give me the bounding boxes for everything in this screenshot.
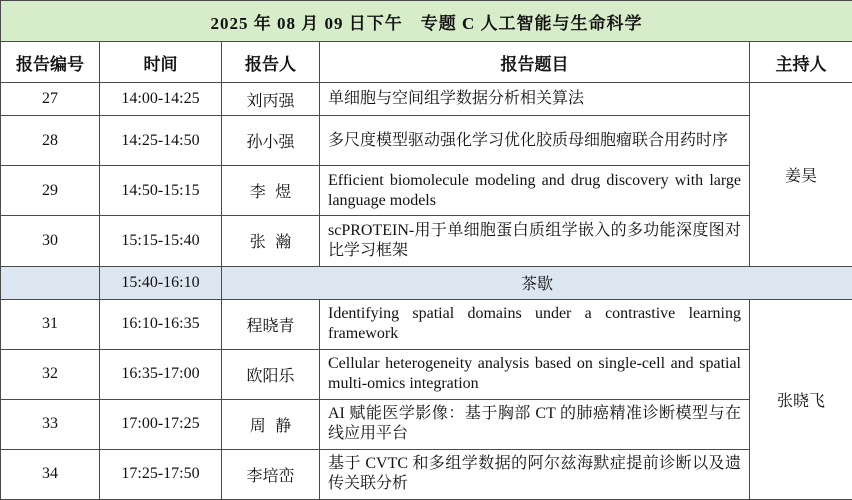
title-row [1,1,852,42]
report-time: 14:50-15:15 [100,166,222,216]
report-topic: Cellular heterogeneity analysis based on single-cell and spatial multi-omics integration [320,349,750,399]
speaker-name: 孙小强 [222,116,320,166]
report-topic: 基于 CVTC 和多组学数据的阿尔兹海默症提前诊断以及遗传关联分析 [320,449,750,499]
break-label: 茶歇 [222,266,852,299]
report-time: 16:35-17:00 [100,349,222,399]
speaker-name: 刘丙强 [222,83,320,116]
break-number [1,266,100,299]
speaker-name: 欧阳乐 [222,349,320,399]
report-number: 33 [1,399,100,449]
report-topic: scPROTEIN-用于单细胞蛋白质组学嵌入的多功能深度图对比学习框架 [320,216,750,266]
table-row [1,449,852,499]
report-topic: 多尺度模型驱动强化学习优化胶质母细胞瘤联合用药时序 [320,116,750,166]
header-num: 报告编号 [1,42,100,83]
break-row [1,266,852,299]
table-row [1,349,852,399]
report-number: 34 [1,449,100,499]
header-row [1,42,852,83]
speaker-name: 李培峦 [222,449,320,499]
report-time: 14:00-14:25 [100,83,222,116]
report-time: 16:10-16:35 [100,299,222,349]
report-topic: Identifying spatial domains under a contrastive learning framework [320,299,750,349]
report-number: 32 [1,349,100,399]
report-time: 14:25-14:50 [100,116,222,166]
table-row [1,216,852,266]
break-time: 15:40-16:10 [100,266,222,299]
speaker-name: 张瀚 [222,216,320,266]
report-topic: 单细胞与空间组学数据分析相关算法 [320,83,750,116]
report-topic: AI 赋能医学影像：基于胸部 CT 的肺癌精准诊断模型与在线应用平台 [320,399,750,449]
report-topic: Efficient biomolecule modeling and drug discovery with large language models [320,166,750,216]
report-number: 30 [1,216,100,266]
table-row [1,83,852,116]
report-time: 17:00-17:25 [100,399,222,449]
host-name: 张晓飞 [750,299,852,499]
speaker-name: 李煜 [222,166,320,216]
report-number: 27 [1,83,100,116]
page-title: 2025 年 08 月 09 日下午 专题 C 人工智能与生命科学 [1,1,852,42]
report-number: 29 [1,166,100,216]
header-speaker: 报告人 [222,42,320,83]
table-row [1,399,852,449]
table-row [1,299,852,349]
report-time: 15:15-15:40 [100,216,222,266]
table-row [1,116,852,166]
table-row [1,166,852,216]
header-time: 时间 [100,42,222,83]
report-time: 17:25-17:50 [100,449,222,499]
host-name: 姜昊 [750,83,852,266]
header-topic: 报告题目 [320,42,750,83]
report-number: 28 [1,116,100,166]
header-host: 主持人 [750,42,852,83]
speaker-name: 周静 [222,399,320,449]
report-number: 31 [1,299,100,349]
speaker-name: 程晓青 [222,299,320,349]
